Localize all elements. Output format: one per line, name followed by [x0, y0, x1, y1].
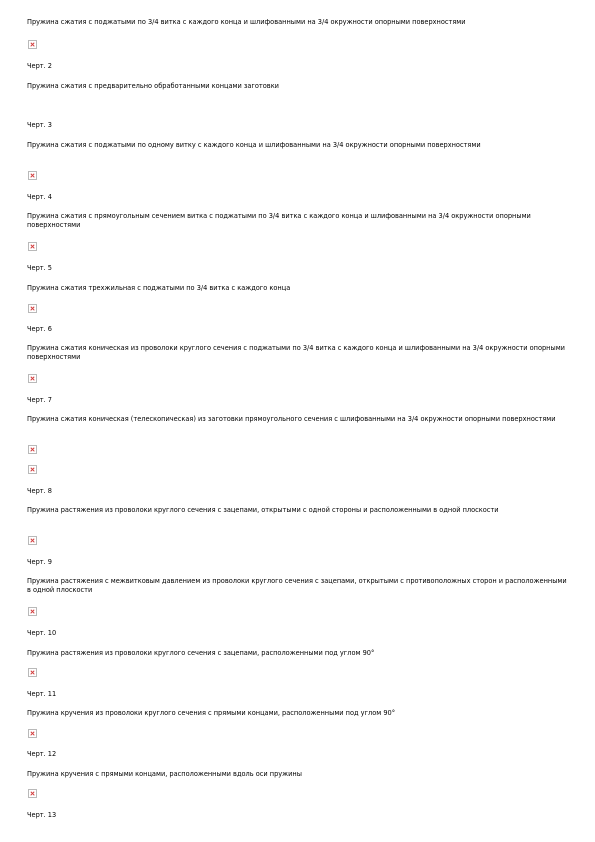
chart-caption: Черт. 8	[27, 487, 52, 495]
chart-label-13	[27, 811, 567, 820]
chart-caption: Черт. 9	[27, 558, 52, 566]
description-text: Пружина сжатия с поджатыми по одному витку с каждого конца и шлифованными на 3/4 окружности опорными поверхностями	[27, 141, 481, 149]
spring-description-3	[27, 141, 567, 150]
description-text: Пружина растяжения из проволоки круглого сечения с зацепами, расположенными под углом 90°	[27, 649, 375, 657]
description-text: Пружина сжатия коническая из проволоки круглого сечения с поджатыми по 3/4 витка с каждого конца и шлифованными на 3/4 окружности опорными поверхностями	[27, 344, 565, 361]
chart-caption: Черт. 13	[27, 811, 57, 819]
spring-description-1	[27, 18, 567, 27]
chart-caption: Черт. 2	[27, 62, 52, 70]
broken-image-icon	[28, 40, 37, 49]
description-text: Пружина сжатия трехжильная с поджатыми по 3/4 витка с каждого конца	[27, 284, 291, 292]
broken-image-icon	[28, 304, 37, 313]
chart-caption: Черт. 5	[27, 264, 52, 272]
description-text: Пружина сжатия коническая (телескопическая) из заготовки прямоугольного сечения с шлифованными на 3/4 окружности опорными поверхностями	[27, 415, 556, 423]
chart-label-3	[27, 121, 567, 130]
spring-description-2	[27, 82, 567, 91]
chart-caption: Черт. 12	[27, 750, 57, 758]
spring-description-12	[27, 770, 567, 779]
chart-label-11	[27, 690, 567, 699]
broken-image-icon	[28, 729, 37, 738]
spring-description-11	[27, 709, 567, 718]
chart-label-12	[27, 750, 567, 759]
spring-description-4	[27, 212, 567, 230]
broken-image-icon	[28, 465, 37, 474]
chart-label-6	[27, 325, 567, 334]
broken-image-icon	[28, 789, 37, 798]
description-text: Пружина сжатия с предварительно обработанными концами заготовки	[27, 82, 279, 90]
spring-description-8	[27, 506, 567, 515]
description-text: Пружина сжатия с прямоугольным сечением витка с поджатыми по 3/4 витка с каждого конца и шлифованными на 3/4 окружности опорными поверхностями	[27, 212, 531, 229]
broken-image-icon	[28, 668, 37, 677]
chart-caption: Черт. 6	[27, 325, 52, 333]
broken-image-icon	[28, 374, 37, 383]
chart-label-4	[27, 193, 567, 202]
chart-caption: Черт. 4	[27, 193, 52, 201]
chart-label-2	[27, 62, 567, 71]
description-text: Пружина кручения с прямыми концами, расположенными вдоль оси пружины	[27, 770, 302, 778]
chart-label-7	[27, 396, 567, 405]
chart-label-9	[27, 558, 567, 567]
description-text: Пружина сжатия с поджатыми по 3/4 витка с каждого конца и шлифованными на 3/4 окружности опорными поверхностями	[27, 18, 466, 26]
broken-image-icon	[28, 607, 37, 616]
description-text: Пружина растяжения из проволоки круглого сечения с зацепами, открытыми с одной стороны и расположенными в одной плоскости	[27, 506, 499, 514]
chart-caption: Черт. 7	[27, 396, 52, 404]
chart-caption: Черт. 10	[27, 629, 57, 637]
spring-description-10	[27, 649, 567, 658]
chart-label-5	[27, 264, 567, 273]
chart-caption: Черт. 3	[27, 121, 52, 129]
spring-description-7	[27, 415, 567, 424]
chart-label-10	[27, 629, 567, 638]
description-text: Пружина кручения из проволоки круглого сечения с прямыми концами, расположенными под углом 90°	[27, 709, 396, 717]
chart-caption: Черт. 11	[27, 690, 57, 698]
description-text: Пружина растяжения с межвитковым давлением из проволоки круглого сечения с зацепами, открытыми с противоположных сторон и расположенными в одной плоскости	[27, 577, 567, 594]
broken-image-icon	[28, 445, 37, 454]
broken-image-icon	[28, 536, 37, 545]
chart-label-8	[27, 487, 567, 496]
spring-description-5	[27, 284, 567, 293]
broken-image-icon	[28, 242, 37, 251]
spring-description-9	[27, 577, 567, 595]
spring-description-6	[27, 344, 567, 362]
broken-image-icon	[28, 171, 37, 180]
